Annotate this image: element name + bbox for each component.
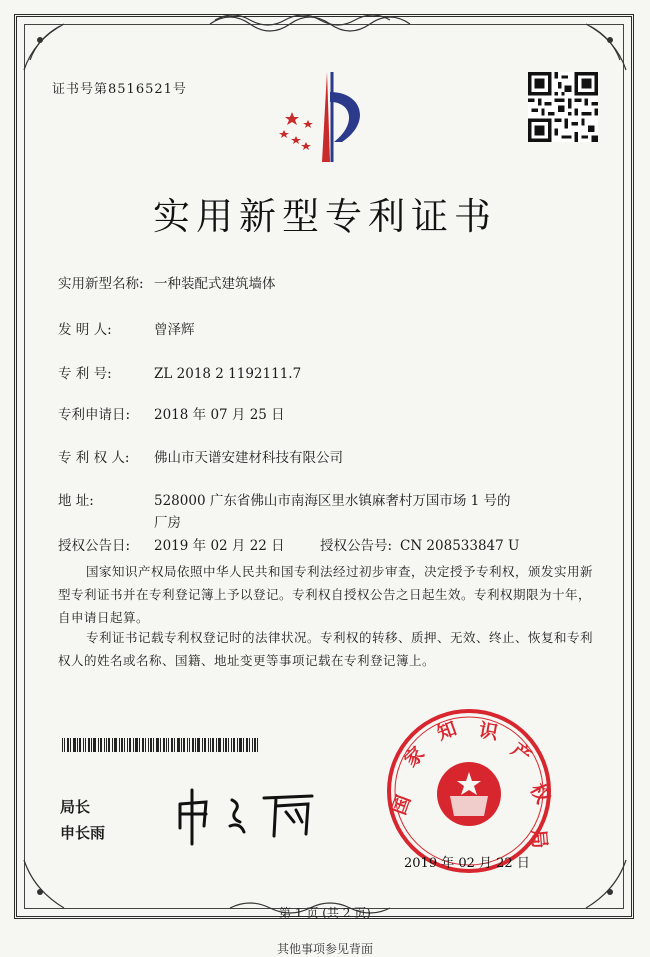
qr-code-icon <box>528 72 598 142</box>
handwritten-signature-icon <box>172 786 342 846</box>
field-label: 专 利 号: <box>58 366 112 382</box>
cnipa-logo-icon <box>272 62 382 172</box>
field-patentee <box>58 446 343 466</box>
field-grant-number <box>320 534 519 554</box>
field-value: CN 208533847 U <box>400 538 520 554</box>
official-seal-icon <box>384 706 554 876</box>
field-value: 佛山市天谱安建材科技有限公司 <box>154 450 343 466</box>
seal-date: 2019 年 02 月 22 日 <box>404 856 530 871</box>
svg-text:产: 产 <box>506 738 536 768</box>
certificate-title: 实用新型专利证书 <box>153 195 497 238</box>
field-value: 曾泽辉 <box>154 322 195 338</box>
field-value: ZL 2018 2 1192111.7 <box>154 366 302 382</box>
svg-text:家: 家 <box>399 742 429 772</box>
field-label: 地 址: <box>58 493 94 509</box>
svg-text:国: 国 <box>388 792 416 818</box>
footer-note: 其他事项参见背面 <box>276 942 373 956</box>
page-number: 第 1 页 (共 2 页) <box>279 906 371 920</box>
field-inventor <box>58 318 195 338</box>
field-filing-date <box>58 403 285 423</box>
signatory-title: 局长 <box>60 798 91 816</box>
svg-text:知: 知 <box>434 717 460 745</box>
signatory-name: 申长雨 <box>60 824 106 842</box>
field-value: 一种装配式建筑墙体 <box>154 276 276 292</box>
paragraph-legal-status: 专利证书记载专利权登记时的法律状况。专利权的转移、质押、无效、终止、恢复和专利权人的姓名或名称、国籍、地址变更等事项记载在专利登记簿上。 <box>58 630 594 668</box>
svg-text:识: 识 <box>477 719 500 745</box>
field-value: 2019 年 02 月 22 日 <box>154 538 285 554</box>
field-label: 发 明 人: <box>58 322 112 338</box>
field-value: 528000 广东省佛山市南海区里水镇麻奢村万国市场 1 号的 <box>154 493 511 509</box>
field-grant-date <box>58 534 285 554</box>
paragraph-grant-statement: 国家知识产权局依照中华人民共和国专利法经过初步审查，决定授予专利权，颁发实用新型专利证书并在专利登记簿上予以登记。专利权自授权公告之日起生效。专利权期限为十年，自申请日起算。 <box>58 564 594 625</box>
certificate-number: 证书号第8516521号 <box>52 82 187 97</box>
field-value: 2018 年 07 月 25 日 <box>154 407 285 423</box>
field-label: 专 利 权 人: <box>58 450 130 466</box>
field-value: 厂房 <box>154 515 181 531</box>
field-address-continued <box>154 511 181 531</box>
barcode-icon <box>62 738 262 752</box>
field-patent-number <box>58 362 301 382</box>
field-utility-model-name <box>58 272 276 292</box>
svg-text:权: 权 <box>525 780 554 808</box>
field-label: 授权公告号: <box>320 538 393 554</box>
field-label: 实用新型名称: <box>58 276 144 292</box>
field-address <box>58 489 511 509</box>
field-label: 授权公告日: <box>58 538 131 554</box>
svg-text:局: 局 <box>527 828 551 850</box>
field-label: 专利申请日: <box>58 407 131 423</box>
